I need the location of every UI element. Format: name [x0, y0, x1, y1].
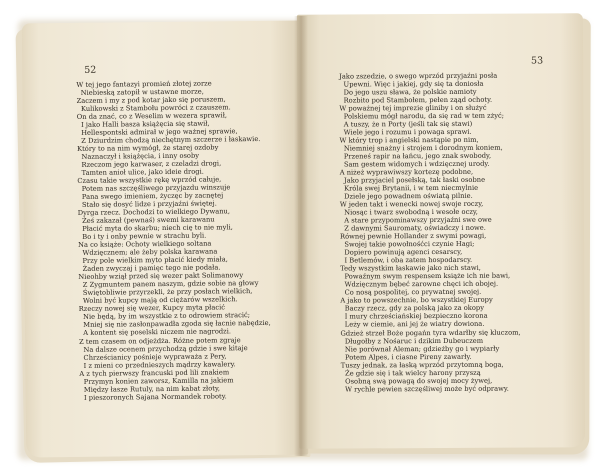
text-line: Dyrga rzecz. Dochodzi to wielkiego Dywanu, [77, 207, 231, 218]
text-line: Stało się dosyć lidze i przyjaźni świętej. [77, 199, 217, 210]
text-line: Płacić myta do skarbu; niech cię to nie myli, [77, 223, 233, 234]
text-line: Do jego uszu sława, że polskie namioty [339, 87, 477, 97]
right-page-text [339, 72, 521, 394]
text-line: Z Dziurdzim chodzą niechętnym szczerze i łaskawie. [76, 135, 261, 146]
text-line: Osobną swą powagą do swojej mocy żywej, [340, 376, 493, 386]
text-line: Potem Alpes, i ciasne Pireny zawarły. [340, 352, 472, 362]
text-line: Wolni być kupcy mają od ciężarów wszelkich. [78, 295, 238, 306]
text-line: Dopiero powinują agenci cesarscy, [340, 248, 463, 257]
text-line: Gdzież strzeł Boże pogańn tyra wdarłby się kluczom, [340, 328, 521, 338]
text-line: Polskiemu mógł narodu, da się rad w tem zżyć; [339, 111, 505, 121]
text-line: Z tem czasem on odjeżdża. Różne potem zgraje [79, 335, 241, 346]
text-line: Rzeczom jego karwaser, z czeladzi drogi, [77, 159, 222, 170]
text-line: I mury chrześciańskiej bezpieczno korona [340, 312, 488, 321]
text-line: A z tych pierwszy francuski pod lili znakiem [79, 367, 230, 378]
text-line: W jeden takt i wenecki nowej swoje roczy, [339, 200, 484, 209]
text-line: Mniej się nie zasłonpawadła zgoda się łacnie nabędzie, [78, 319, 271, 330]
text-line: I Betlemów, i oba zatem hospodarscy. [340, 256, 473, 265]
text-line: I pieszoronych Sajana Normandek roboty. [79, 391, 227, 402]
text-line: Długołby z Nośaruc i dzikim Dubeuczem [340, 336, 484, 346]
text-line: W który trop i angielski nastąpie po nim, [339, 135, 479, 145]
text-line: Sam gestem widomych i wdzięcznej urody. [339, 159, 490, 169]
text-line: On da znać, co z Weselim w wezera sprawił, [76, 111, 228, 121]
text-line: Nie porównał Aleman; gdzieżby go i wypiarły [340, 344, 500, 354]
text-line: A kontent się poselski niczem nie nagrodzi. [78, 327, 232, 338]
text-line: I jako Halli basza książęcia się stawił, [76, 119, 210, 129]
text-line: Naznaczył i książęcia, i inny osoby [77, 151, 200, 162]
text-line: Przymyn konien zaworsz, Kamilla na jakiem [79, 375, 234, 386]
text-line: A jako to powszechnie, bo wszystkiej Europy [340, 296, 493, 305]
text-line: Jako przyjaciel posełską, tak łaski osobne [339, 175, 486, 185]
text-line: A tuszy, że n Porty (jeśli tak się stawi) [339, 119, 473, 129]
text-line: W rychle pewien szczęśliwej może być odprawy. [340, 384, 509, 394]
text-line: Swojej takie powołnośćci czynie Hagi; [340, 240, 475, 249]
text-line: Przeneś rapir na łańcu, jego znak swobody, [339, 151, 492, 161]
text-line: Że gdzie się i tak wielcy harony przyszą [340, 368, 481, 378]
text-line: Czasu takie wszystkie rękę wprzód całuje, [77, 175, 222, 186]
left-page-text [76, 79, 271, 402]
book-gutter [294, 16, 308, 456]
right-page-number: 53 [530, 55, 544, 67]
text-line: Żeś zakazał (pewnaś) swemi karawanu [77, 215, 215, 226]
text-line: Bo i ty i onby pewnie w strachu byli. [77, 231, 207, 242]
text-line: Rozbito pod Stambołem, pełen ząąd ochoty. [339, 95, 493, 105]
text-line: Nie będą, by im wszystkie z to odrowiem stracić; [78, 311, 251, 322]
text-line: Chrześcianicy pośnieje wypraważa z Pery, [79, 351, 227, 362]
text-line: Z Zygmuntem panem naszym, gdzie sobie na głowy [78, 279, 259, 290]
text-line: Jako zszedzie, o swego wprzód przyjaźni posła [339, 71, 498, 81]
text-line: Tamten anioł ulice, jako ideie drogi. [77, 167, 204, 178]
text-line: Żaden zwyczaj i pamięc tego nie podała. [78, 263, 221, 274]
text-line: A niżeż wyprawiwszy kortezę podobne, [339, 168, 474, 177]
text-line: Który to na nim wymógł, że starej ozdoby [77, 143, 219, 154]
text-line: Na co książe: Ochoty wielkiego soltana [78, 239, 212, 250]
right-page [297, 13, 585, 448]
text-line: Wdzięcznem; ale żeby polska karawana [78, 247, 218, 258]
left-page-number: 52 [84, 64, 97, 76]
text-line: Świętobliwie przyrzekli, że przy posłach wielkich, [78, 287, 253, 298]
text-line: Co nosą pospolitej, co prywatnej swojej. [340, 288, 482, 297]
text-line: Tedy wszystkim łaskawie jako nich stawi, [340, 264, 481, 273]
left-page [22, 21, 309, 458]
text-line: Zaczem i my z pod kotar jako się poruszem, [76, 95, 226, 105]
text-line: Dziele jego powadnem oświatą pilnie. [339, 192, 473, 201]
text-line: Hellespontski admirał w jego ważnej sprawie, [76, 127, 238, 138]
text-line: Kulikowski z Stambołu powróci z czauszem. [76, 103, 231, 113]
text-line: Pana swego imieniem, życzęc by zacnętej [77, 191, 224, 202]
text-line: Nieohby wziął przed się wezer pakt Solimanowy [78, 271, 244, 282]
text-line: Z dawnymi Sauromaty, oświadczy i nowe. [339, 224, 486, 233]
text-line: Baczy rzecz, gdy za polską jako za okopy [340, 304, 485, 313]
text-line: Powaźnym swym respensem książe ich nie bawi, [340, 272, 511, 281]
text-line: Rzeczy nowej się wezer, Kupcy myta płacić [78, 303, 226, 314]
text-line: Tuszy jednak, za łaską wprzód przytomną boga, [340, 360, 504, 370]
text-line: Wdzięcznym bębeć zarowne chęci ich obojej. [340, 280, 499, 289]
text-line: W poważnej tej imprezie gliniby i on służyć [339, 103, 487, 113]
text-line: Niosąc i twarz swobodną i wesołe oczy, [339, 208, 478, 217]
text-line: Niebieską zatopił w ustawne morze, [76, 87, 204, 97]
text-line: Między łasze Rutuly, na nim kabat złoty, [79, 384, 221, 394]
text-line: I z mieni co przednieszych mądrzy kawalery. [79, 359, 236, 370]
text-line: A stare przypominawszy przyjaźni swe owe [339, 216, 492, 225]
text-line: Niemniej snażny i strojem i dorodnym koniem, [339, 143, 503, 153]
text-line: Wiele jego i rozumu i powaga sprawi. [339, 127, 472, 137]
text-line: Upewni. Więc i jakiej, gdy się ta doniosła [339, 79, 484, 89]
text-line: Potem nas szczęśliwego przyjazdu winszuje [77, 183, 231, 194]
text-line: Na dalsze ocenem przychodzą gdzie i swe kitaje [79, 343, 248, 354]
text-line: Króla swej Brytanii, i w tem niecmylnie [339, 184, 479, 193]
text-line: Równej pewnie Hollander z swymi powagi, [340, 232, 487, 241]
text-line: Leży w ciemie, ani jej że wiatry dowiona. [340, 320, 485, 330]
text-line: W tej jego fantazyi promień złotej zorze [76, 79, 212, 89]
text-line: Przy pole wielkim myto płacić kiedy miała, [78, 255, 228, 266]
